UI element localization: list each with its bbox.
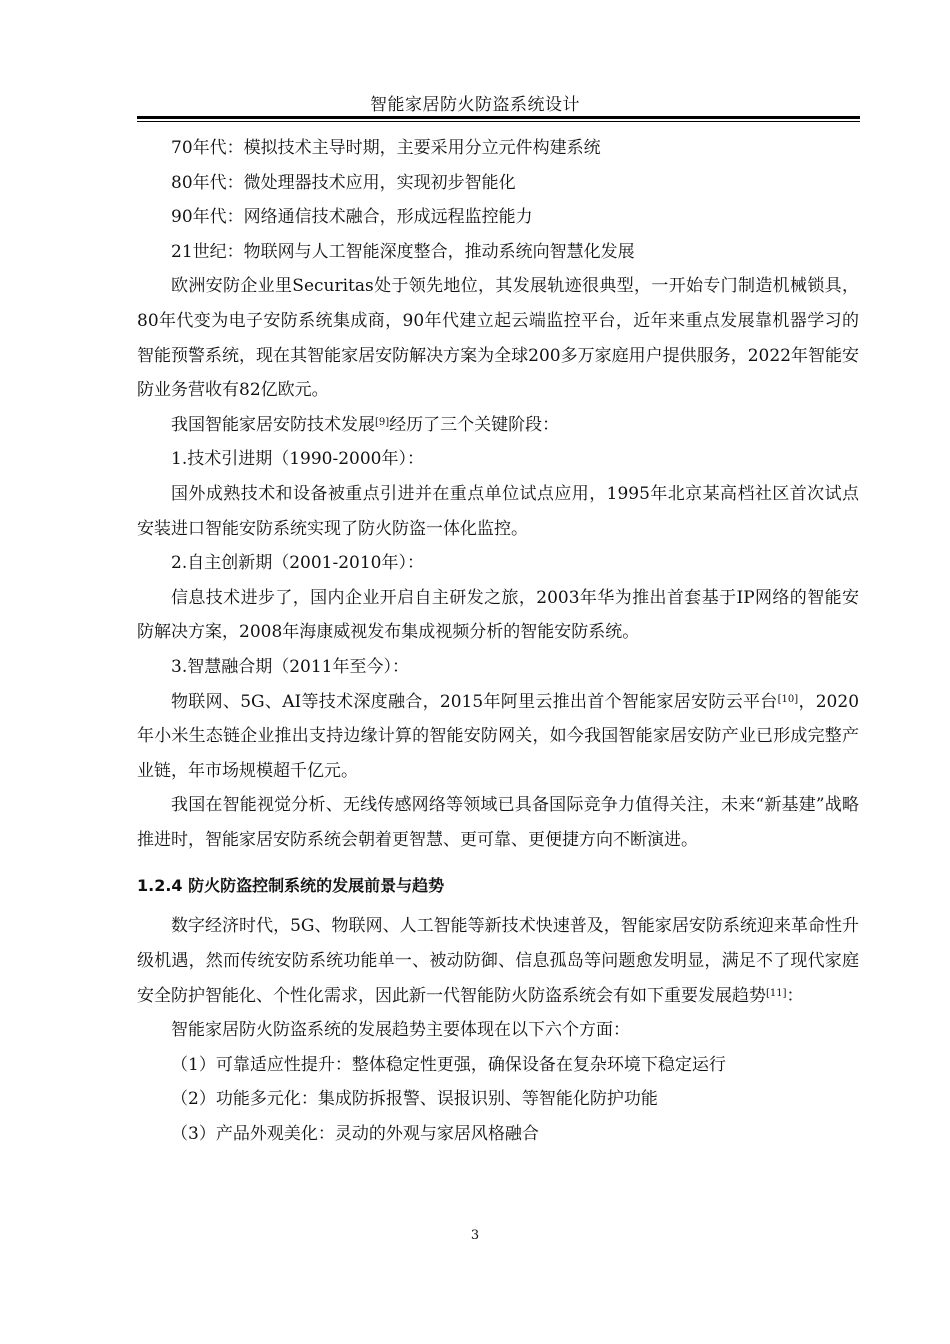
section-heading: 1.2.4 防火防盗控制系统的发展前景与趋势 <box>137 876 445 896</box>
header-rule-thick <box>137 116 860 119</box>
text: 经历了三个关键阶段： <box>389 414 560 435</box>
paragraph <box>137 408 859 443</box>
text: 数字经济时代，5G、物联网、人工智能等新技术快速普及，智能家居安防系统迎来革命性升级机遇，然而传统安防系统功能单一、被动防御、信息孤岛等问题愈发明显，满足不了现代家庭安全防护智能化、个性化需求，因此新一代智能防火防盗系统会有如下重要发展趋势 <box>137 916 859 1006</box>
paragraph <box>137 685 859 789</box>
paragraph: 2.自主创新期（2001-2010年）： <box>171 553 424 574</box>
paragraph: 70年代：模拟技术主导时期，主要采用分立元件构建系统 <box>171 138 601 158</box>
paragraph <box>137 909 859 1013</box>
text: 物联网、5G、AI等技术深度融合，2015年阿里云推出首个智能家居安防云平台 <box>171 691 778 712</box>
body-text <box>137 131 859 1152</box>
paragraph: 80年代：微处理器技术应用，实现初步智能化 <box>171 172 516 193</box>
running-header: 智能家居防火防盗系统设计 <box>370 95 580 115</box>
paragraph: 国外成熟技术和设备被重点引进并在重点单位试点应用，1995年北京某高档社区首次试点安装进口智能安防系统实现了防火防盗一体化监控。 <box>137 483 859 539</box>
paragraph: 90年代：网络通信技术融合，形成远程监控能力 <box>171 207 533 228</box>
text: 我国智能家居安防技术发展 <box>171 414 375 435</box>
list-item: （3）产品外观美化：灵动的外观与家居风格融合 <box>171 1124 539 1145</box>
page-number: 3 <box>470 1228 480 1243</box>
paragraph: 信息技术进步了，国内企业开启自主研发之旅，2003年华为推出首套基于IP网络的智能安防解决方案，2008年海康威视发布集成视频分析的智能安防系统。 <box>137 587 859 643</box>
header-rule-thin <box>137 121 860 122</box>
paragraph: 21世纪：物联网与人工智能深度整合，推动系统向智慧化发展 <box>171 241 635 262</box>
text: ，2020年小米生态链企业推出支持边缘计算的智能安防网关，如今我国智能家居安防产业已形成完整产业链，年市场规模超千亿元。 <box>137 691 860 781</box>
paragraph: 1.技术引进期（1990-2000年）： <box>171 449 424 470</box>
list-item: （2）功能多元化：集成防拆报警、误报识别、等智能化防护功能 <box>171 1089 658 1110</box>
text: ： <box>786 985 804 1006</box>
citation: [9] <box>375 416 390 428</box>
citation: [10] <box>777 693 799 705</box>
citation: [11] <box>766 987 787 999</box>
paragraph: 我国在智能视觉分析、无线传感网络等领域已具备国际竞争力值得关注，未来“新基建”战略推进时，智能家居安防系统会朝着更智慧、更可靠、更便捷方向不断演进。 <box>137 795 859 850</box>
paragraph: 智能家居防火防盗系统的发展趋势主要体现在以下六个方面： <box>171 1020 630 1041</box>
list-item: （1）可靠适应性提升：整体稳定性更强，确保设备在复杂环境下稳定运行 <box>171 1054 726 1075</box>
paragraph: 欧洲安防企业里Securitas处于领先地位，其发展轨迹很典型，一开始专门制造机械锁具，80年代变为电子安防系统集成商，90年代建立起云端监控平台，近年来重点发展靠机器学习的智能预警系统，现在其智能家居安防解决方案为全球200多万家庭用户提供服务，2022年智能安防业务营收有82亿欧元。 <box>137 276 859 401</box>
paragraph: 3.智慧融合期（2011年至今）： <box>171 656 409 677</box>
